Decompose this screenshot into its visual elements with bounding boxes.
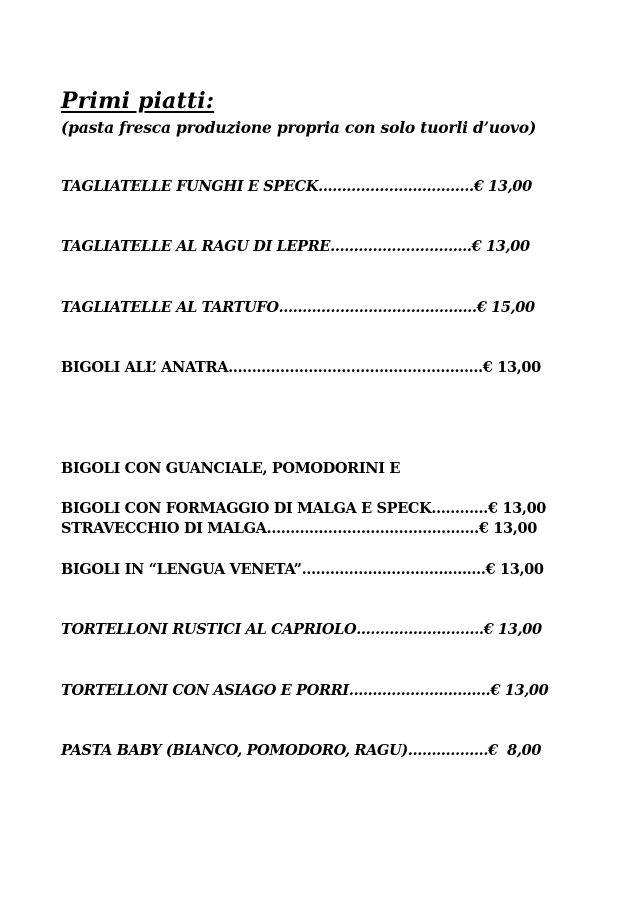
menu-item-tagliatelle-ragu-lepre: TAGLIATELLE AL RAGU DI LEPRE…………………………€ 13,00 <box>61 238 530 255</box>
menu-item-pasta-baby: PASTA BABY (BIANCO, POMODORO, RAGU)……………..€ 8,00 <box>61 742 542 759</box>
menu-item-tagliatelle-tartufo: TAGLIATELLE AL TARTUFO……………………………………€ 15,00 <box>61 299 535 316</box>
menu-item-tagliatelle-funghi-speck: TAGLIATELLE FUNGHI E SPECK……………………………€ 13,00 <box>61 178 532 195</box>
menu-item-tortelloni-asiago-porri: TORTELLONI CON ASIAGO E PORRI…………………………€ 13,00 <box>61 682 549 699</box>
menu-item-bigoli-formaggio-speck: BIGOLI CON FORMAGGIO DI MALGA E SPECK…………€ 13,00 <box>61 500 547 517</box>
section-subtitle: (pasta fresca produzione propria con solo tuorli d’uovo) <box>61 118 537 137</box>
section-title: Primi piatti: <box>61 88 215 114</box>
menu-item-bigoli-anatra: BIGOLI ALL’ ANATRA………………………………………………€ 13,00 <box>61 359 541 376</box>
menu-item-bigoli-lengua-veneta: BIGOLI IN “LENGUA VENETA”…………………………………€ 13,00 <box>61 561 544 578</box>
menu-item-line-2: STRAVECCHIO DI MALGA………………………………………€ 13,00 <box>61 520 537 537</box>
menu-item-tortelloni-capriolo: TORTELLONI RUSTICI AL CAPRIOLO………………………€ 13,00 <box>61 621 542 638</box>
menu-item-line-1: BIGOLI CON GUANCIALE, POMODORINI E <box>61 460 401 477</box>
